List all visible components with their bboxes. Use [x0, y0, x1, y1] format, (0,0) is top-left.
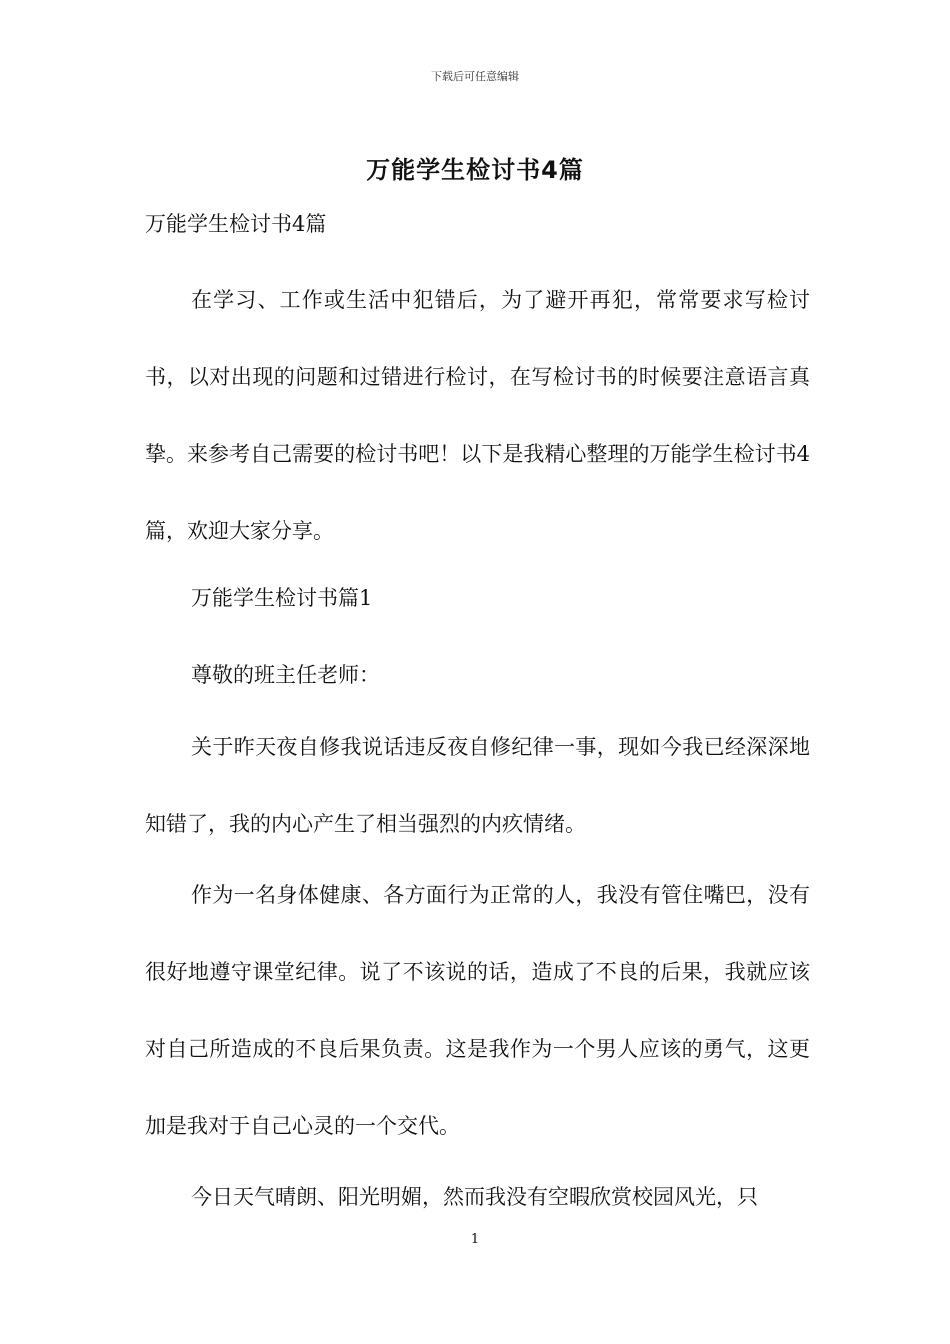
document-title: 万能学生检讨书4篇: [366, 156, 584, 184]
header-note: 下载后可任意编辑: [431, 70, 519, 83]
paragraph-section-heading: 万能学生检讨书篇1: [191, 586, 373, 610]
page-number: 1: [470, 1232, 480, 1247]
paragraph-body-3: 今日天气晴朗、阳光明媚，然而我没有空暇欣赏校园风光，只: [191, 1185, 758, 1209]
document-subtitle: 万能学生检讨书4篇: [145, 212, 327, 236]
paragraph-intro: 在学习、工作或生活中犯错后，为了避开再犯，常常要求写检讨书，以对出现的问题和过错进行检讨，在写检讨书的时候要注意语言真挚。来参考自己需要的检讨书吧！以下是我精心整理的万能学生检讨书4篇，欢迎大家分享。: [145, 288, 810, 543]
paragraph-body-1: 关于昨天夜自修我说话违反夜自修纪律一事，现如今我已经深深地知错了，我的内心产生了相当强烈的内疚情绪。: [145, 735, 810, 836]
paragraph-body-2: 作为一名身体健康、各方面行为正常的人，我没有管住嘴巴，没有很好地遵守课堂纪律。说了不该说的话，造成了不良的后果，我就应该对自己所造成的不良后果负责。这是我作为一个男人应该的勇气，这更加是我对于自己心灵的一个交代。: [145, 883, 810, 1138]
paragraph-salutation: 尊敬的班主任老师：: [191, 663, 380, 687]
